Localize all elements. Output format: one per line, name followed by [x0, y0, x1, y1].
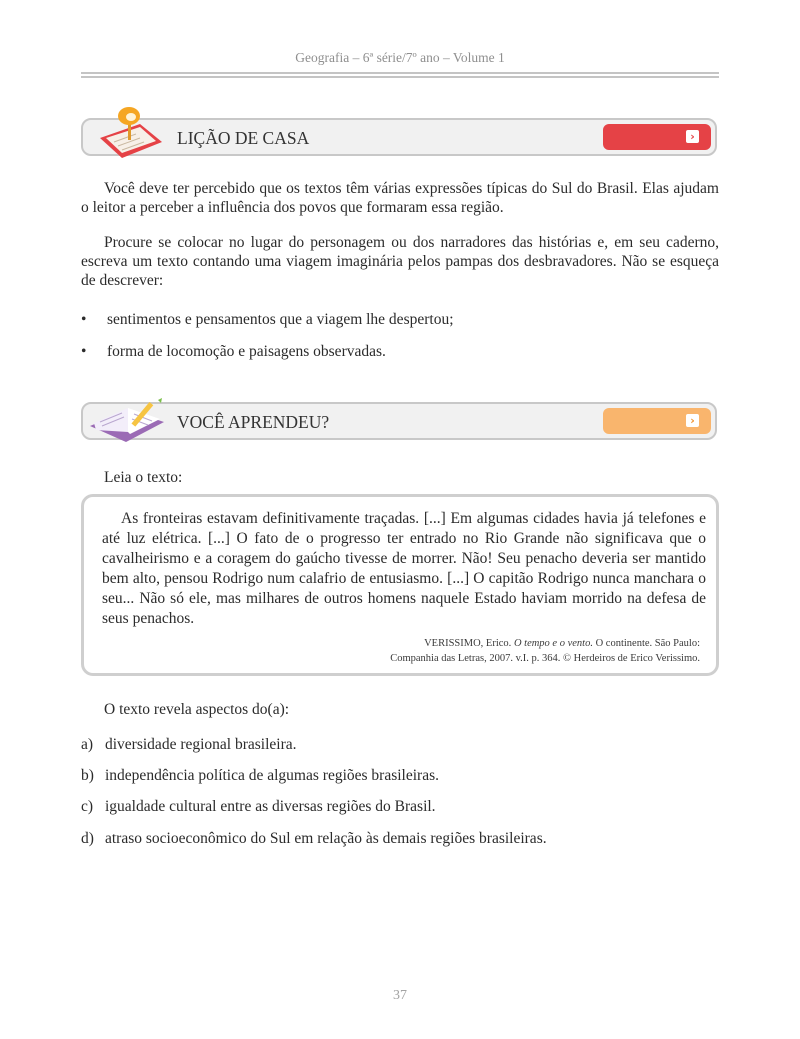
chevron-right-icon: › [686, 414, 699, 427]
bullet-icon: • [81, 343, 87, 360]
licao-paragraph-1: Você deve ter percebido que os textos têm várias expressões típicas do Sul do Brasil. Elas ajudam o leitor a perceber a influência dos povos que formaram essa região. [81, 180, 719, 216]
running-header: Geografia – 6ª série/7º ano – Volume 1 [295, 50, 505, 65]
section-title: LIÇÃO DE CASA [177, 128, 310, 148]
bullet-icon: • [81, 311, 87, 328]
read-instruction: Leia o texto: [104, 469, 183, 486]
header-rule [81, 76, 719, 78]
page-number: 37 [393, 988, 407, 1003]
quote-box [81, 494, 719, 676]
section-title: VOCÊ APRENDEU? [177, 412, 330, 432]
voce-aprendeu-bar [81, 402, 717, 440]
citation: VERISSIMO, Erico. O tempo e o vento. O continente. São Paulo: Companhia das Letras, 2007. v.I. p. 364. © Herdeiros de Erico Verissimo. [390, 638, 700, 664]
licao-de-casa-bar [81, 118, 717, 156]
quote-text: As fronteiras estavam definitivamente traçadas. [...] Em algumas cidades havia já telefones e até luz elétrica. [...] O fato de o progresso ter entrado no Rio Grande não significava que o cavalheirismo e a coragem do gaúcho tivesse de morrer. Não! Seu penacho deveria ser mantido bem alto, pensou Rodrigo num calafrio de entusiasmo. [...] O capitão Rodrigo nunca manchara o seu... Não só ele, mas milhares de outros homens naquele Estado haviam morrido na defesa de seus penachos. [102, 510, 706, 627]
open-book-pencil-icon [88, 396, 172, 446]
chevron-right-icon: › [686, 130, 699, 143]
desk-lamp-notebook-icon [96, 104, 168, 162]
question-text: O texto revela aspectos do(a): [104, 701, 290, 718]
header-rule [81, 72, 719, 74]
licao-de-casa-tab[interactable] [603, 124, 711, 150]
licao-paragraph-2: Procure se colocar no lugar do personagem ou dos narradores das histórias e, em seu caderno, escreva um texto contando uma viagem imaginária pelos pampas dos desbravadores. Não se esqueça de descrever: [81, 234, 719, 289]
voce-aprendeu-tab[interactable] [603, 408, 711, 434]
